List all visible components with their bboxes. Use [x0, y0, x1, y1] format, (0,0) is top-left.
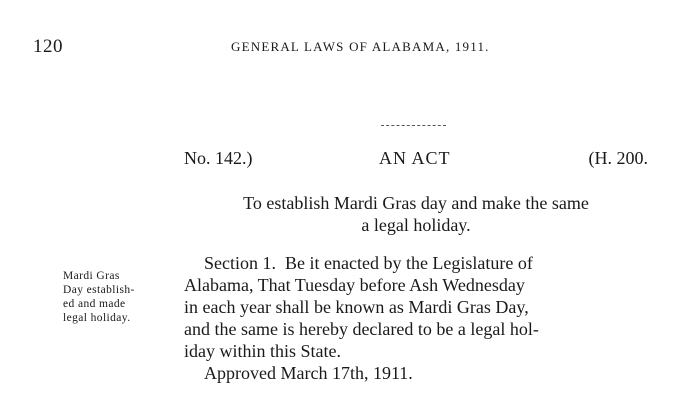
page-number: 120	[33, 36, 63, 57]
margin-note-word: ed	[63, 298, 75, 310]
margin-note-line	[63, 311, 181, 325]
margin-note-line	[63, 283, 181, 297]
divider-rule	[381, 125, 446, 126]
margin-note-word: Day	[63, 284, 84, 296]
bill-number: (H. 200.	[588, 148, 648, 168]
margin-note-word: Gras	[96, 270, 120, 282]
act-purpose	[184, 192, 648, 236]
section-line: in each year shall be known as Mardi Gras Day,	[184, 297, 529, 317]
margin-note-word: holiday.	[90, 312, 131, 324]
act-number: No. 142.)	[184, 148, 253, 168]
act-title: AN ACT	[379, 148, 451, 168]
approval-date: Approved March 17th, 1911.	[204, 363, 413, 383]
act-purpose-line: a legal holiday.	[361, 215, 471, 235]
margin-note-word: and	[77, 298, 96, 310]
act-purpose-line: To establish Mardi Gras day and make the same	[243, 193, 589, 213]
act-header	[184, 148, 648, 174]
margin-note-word: made	[99, 298, 126, 310]
margin-note	[63, 269, 181, 325]
section-line: iday within this State.	[184, 341, 341, 361]
section-line: Section 1. Be it enacted by the Legislature of	[204, 253, 533, 273]
margin-note-line	[63, 269, 181, 283]
margin-note-word: Mardi	[63, 270, 94, 282]
margin-note-word: establish-	[86, 284, 135, 296]
section-line: and the same is hereby declared to be a legal hol-	[184, 319, 539, 339]
running-head: GENERAL LAWS OF ALABAMA, 1911.	[231, 39, 490, 54]
margin-note-word: legal	[63, 312, 88, 324]
section-line: Alabama, That Tuesday before Ash Wednesday	[184, 275, 525, 295]
section-body	[184, 252, 648, 384]
margin-note-line	[63, 297, 181, 311]
